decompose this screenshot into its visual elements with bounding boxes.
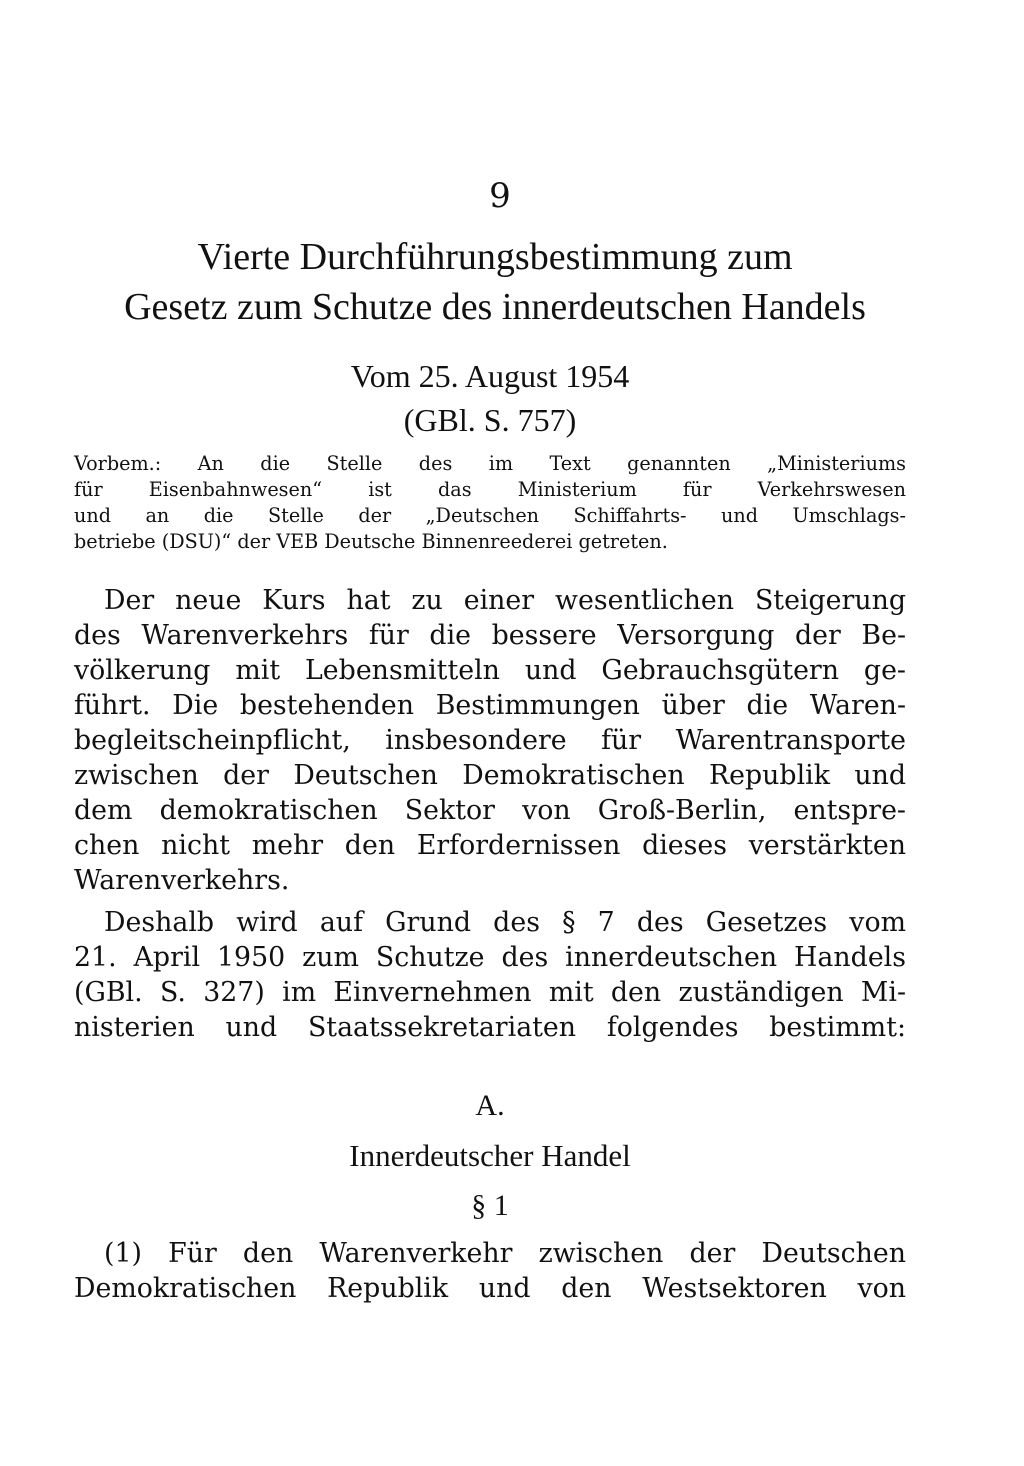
document-date: Vom 25. August 1954	[350, 358, 630, 394]
paragraph-line: Warenverkehrs.	[74, 865, 290, 896]
document-title	[60, 232, 930, 332]
gazette-reference: (GBl. S. 757)	[403, 402, 577, 438]
paragraph-line: völkerung mit Lebensmitteln und Gebrauchsgütern ge-	[74, 655, 906, 686]
paragraph-line: (GBl. S. 327) im Einvernehmen mit den zuständigen Mi-	[74, 977, 906, 1008]
section-title: Innerdeutscher Handel	[349, 1138, 631, 1173]
paragraph-line: chen nicht mehr den Erfordernissen dieses verstärkten	[74, 830, 906, 861]
paragraph-enactment	[74, 905, 906, 1045]
paragraph-line: nisterien und Staatssekretariaten folgendes bestimmt:	[74, 1012, 906, 1043]
document-number: 9	[489, 176, 511, 216]
paragraph-mark: § 1	[471, 1189, 509, 1222]
note-line: und an die Stelle der „Deutschen Schiffahrts- und Umschlags-	[74, 504, 906, 527]
paragraph-line: dem demokratischen Sektor von Groß-Berlin, entspre-	[74, 795, 906, 826]
note-line: betriebe (DSU)“ der VEB Deutsche Binnenreederei getreten.	[74, 530, 668, 553]
paragraph-line: begleitscheinpflicht, insbesondere für Warentransporte	[74, 725, 906, 756]
paragraph-intro	[74, 583, 906, 898]
note-line: Vorbem.: An die Stelle des im Text genannten „Ministeriums	[74, 452, 906, 475]
paragraph-line: führt. Die bestehenden Bestimmungen über die Waren-	[74, 690, 906, 721]
preliminary-note	[74, 451, 906, 555]
paragraph-line: 21. April 1950 zum Schutze des innerdeutschen Handels	[74, 942, 906, 973]
paragraph-line: Der neue Kurs hat zu einer wesentlichen Steigerung	[104, 585, 906, 616]
section-letter: A.	[475, 1089, 505, 1122]
paragraph-line: zwischen der Deutschen Demokratischen Republik und	[74, 760, 906, 791]
title-line: Gesetz zum Schutze des innerdeutschen Handels	[124, 286, 866, 328]
paragraph-line: Demokratischen Republik und den Westsektoren von	[74, 1273, 906, 1304]
title-line: Vierte Durchführungsbestimmung zum	[197, 236, 793, 278]
paragraph-line: des Warenverkehrs für die bessere Versorgung der Be-	[74, 620, 906, 651]
paragraph-line: Deshalb wird auf Grund des § 7 des Gesetzes vom	[104, 907, 906, 938]
paragraph-section-1	[74, 1236, 906, 1306]
paragraph-line: (1) Für den Warenverkehr zwischen der Deutschen	[104, 1238, 906, 1269]
note-line: für Eisenbahnwesen“ ist das Ministerium für Verkehrswesen	[74, 478, 906, 501]
